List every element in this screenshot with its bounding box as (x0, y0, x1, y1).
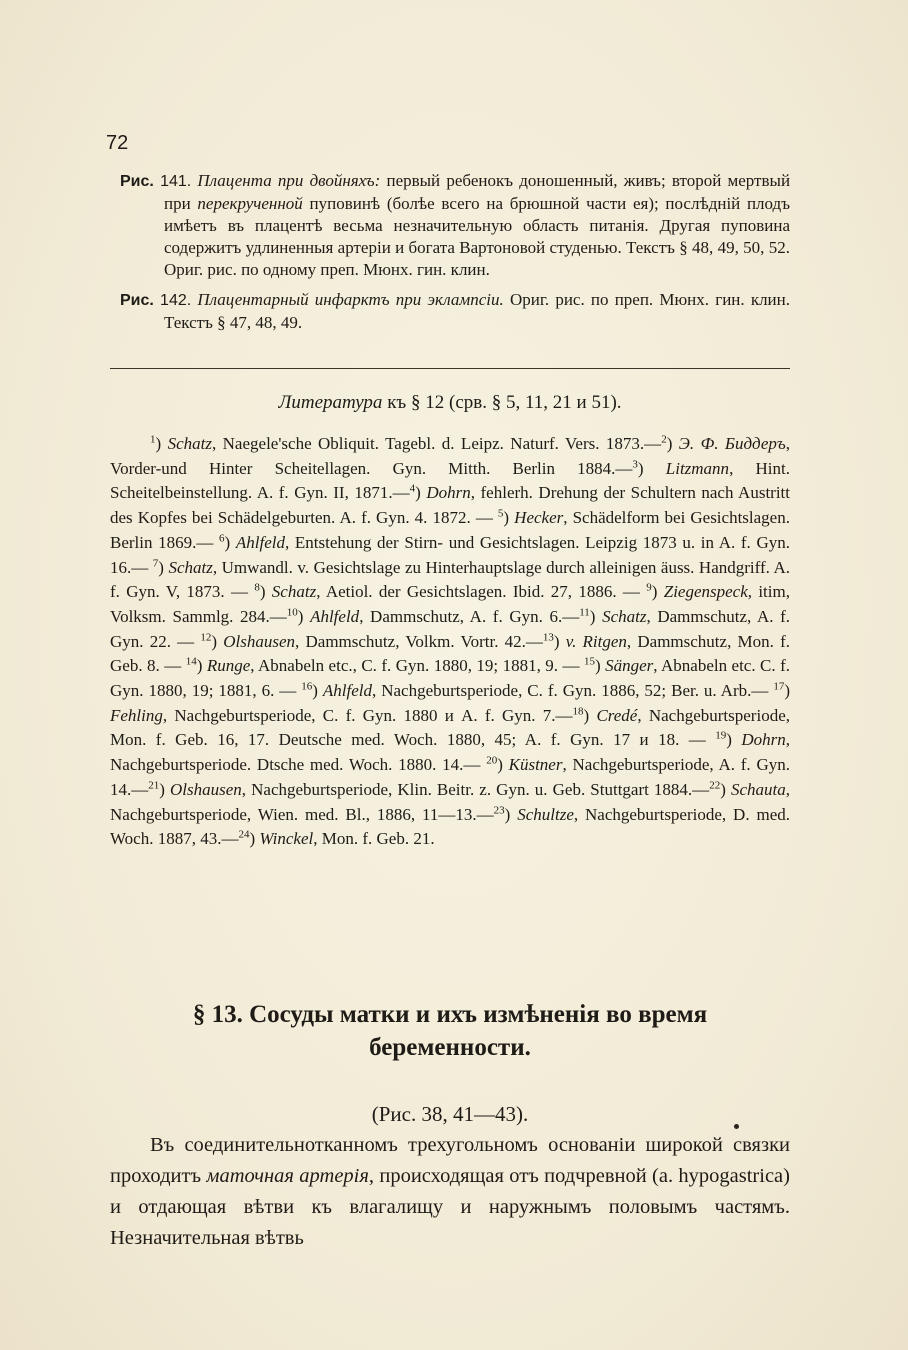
reference-text: , Nachgeburtsperiode, C. f. Gyn. 1880 и A. f. Gyn. 7.— (162, 705, 573, 725)
caption-fig-141 (120, 170, 790, 281)
body-text-continued: , происходящая отъ подчревной (a. hypogastrica) и отдающая вѣтви къ влагалищу и наружнымъ половымъ частямъ. Незначительная вѣтвь (110, 1165, 790, 1249)
literature-heading (110, 392, 790, 414)
reference-text: , fehlerh. Drehung der Schultern nach Austritt des Kopfes bei Schädelgeburten. A. f. Gyn. 4. 1872. — (110, 483, 790, 528)
reference-number: 9 (646, 581, 652, 594)
reference-bracket: ) (497, 755, 509, 775)
caption-text: Ориг. рис. по преп. Мюнх. гин. клин. Текстъ § 47, 48, 49. (164, 290, 791, 332)
reference-bracket: ) (651, 582, 664, 602)
reference-bracket: ) (589, 606, 603, 626)
reference-bracket: ) (155, 434, 168, 453)
caption-label: Рис. (120, 173, 154, 190)
reference-number: 2 (661, 433, 667, 446)
reference-author: Runge (206, 656, 251, 676)
reference-number: 6 (219, 532, 225, 545)
reference-text: , Nachgeburtsperiode, Klin. Beitr. z. Gyn. u. Geb. Stuttgart 1884.— (241, 779, 710, 799)
reference-author: Olshausen (223, 631, 296, 651)
reference-author: Schatz (168, 557, 213, 577)
reference-author: Ahlfeld (235, 532, 285, 552)
caption-title: Плацента при двойняхъ: (197, 171, 381, 190)
reference-text: , Entstehung der Stirn- und Gesichtslagen. Leipzig 1873 u. in A. f. Gyn. 16.— (110, 532, 790, 577)
caption-text-continued: пуповинѣ (болѣе всего на брюшной части ея); послѣдній плодъ имѣетъ въ плацентѣ весьма незначительную область питанія. Другая пуповина содержитъ удлиненныя артеріи и богата Вартоновой студенью. Текстъ § 48, 49, 50, 52. Ориг. рис. по одному преп. Мюнх. гин. клин. (164, 194, 790, 279)
reference-bracket: ) (720, 779, 731, 799)
separator-rule (110, 368, 790, 369)
reference-bracket: ) (666, 434, 679, 453)
reference-author: Sänger (605, 656, 654, 676)
reference-number: 18 (572, 705, 584, 718)
reference-item (254, 582, 646, 601)
caption-title: Плацентарный инфарктъ при эклампсіи. (197, 290, 504, 309)
reference-item (238, 829, 434, 848)
reference-text: , Dammschutz, A. f. Gyn. 22. — (110, 606, 790, 651)
reference-author: Schultze (517, 804, 574, 824)
caption-number: 141. (160, 173, 192, 190)
reference-bracket: ) (637, 458, 666, 478)
reference-text: , Dammschutz, Mon. f. Geb. 8. — (110, 631, 791, 676)
reference-author: Schauta (730, 779, 786, 799)
reference-number: 5 (497, 507, 504, 520)
caption-text: первый ребенокъ доношенный, живъ; второй мертвый при (164, 171, 791, 213)
reference-text: , Schädelform bei Gesichtslagen. Berlin 1869.— (110, 508, 790, 552)
reference-number: 23 (493, 803, 505, 816)
caption-emphasis: перекрученной (197, 194, 303, 213)
reference-number: 1 (150, 433, 156, 446)
reference-bracket: ) (726, 730, 742, 750)
reference-number: 20 (486, 754, 498, 767)
reference-bracket: ) (503, 508, 515, 528)
reference-text: , Nachgeburtsperiode, D. med. Woch. 1887, 43.— (110, 804, 790, 849)
reference-bracket: ) (159, 779, 170, 799)
reference-text: , itim, Volksm. Sammlg. 284.— (110, 582, 790, 626)
reference-bracket: ) (553, 631, 566, 651)
reference-number: 4 (409, 482, 416, 495)
reference-bracket: ) (297, 606, 311, 626)
reference-item (186, 656, 584, 675)
reference-text: , Nachgeburtsperiode, Mon. f. Geb. 16, 17. Deutsche med. Woch. 1880, 45; A. f. Gyn. 17 и 18. — (110, 705, 790, 750)
body-paragraph (110, 1130, 790, 1254)
reference-author: Dohrn (741, 730, 786, 750)
reference-number: 24 (238, 828, 250, 841)
reference-text: , Naegele'sche Obliquit. Tagebl. d. Leipz. Naturf. Vers. 1873.— (211, 434, 662, 453)
literature-heading-rest: къ § 12 (срв. § 5, 11, 21 и 51). (382, 392, 622, 413)
reference-number: 8 (254, 581, 260, 594)
reference-text: , Nachgeburtsperiode. Dtsche med. Woch. 1880. 14.— (110, 730, 790, 775)
figure-captions (120, 170, 790, 342)
reference-author: Schatz (271, 582, 317, 602)
reference-item (148, 780, 709, 799)
page-number: 72 (106, 132, 129, 154)
reference-number: 13 (542, 630, 554, 643)
reference-bracket: ) (504, 804, 518, 824)
reference-author: Credé (596, 705, 638, 725)
literature-heading-word: Литература (278, 392, 383, 413)
reference-text: , Hint. Scheitelbeinstellung. A. f. Gyn. II, 1871.— (110, 458, 790, 503)
reference-author: Ahlfeld (322, 681, 372, 701)
section-title: § 13. Сосуды матки и ихъ измѣненія во время беременности. (192, 1001, 708, 1061)
reference-author: Э. Ф. Биддеръ (678, 434, 786, 453)
reference-bracket: ) (784, 681, 791, 701)
reference-number: 17 (773, 680, 785, 693)
reference-text: , Nachgeburtsperiode, A. f. Gyn. 14.— (110, 755, 790, 799)
reference-author: Hecker (514, 508, 564, 528)
reference-number: 14 (185, 655, 197, 668)
reference-number: 15 (583, 655, 595, 668)
reference-author: Winckel (259, 829, 314, 849)
reference-text: , Dammschutz, A. f. Gyn. 6.— (359, 606, 580, 626)
reference-item (287, 607, 579, 626)
reference-author: Fehling (110, 705, 163, 725)
reference-number: 3 (632, 458, 638, 471)
reference-text: , Vorder-und Hinter Scheitellagen. Gyn. Mitth. Berlin 1884.— (110, 434, 790, 478)
reference-author: Dohrn (426, 483, 471, 503)
reference-text: , Umwandl. v. Gesichtslage zu Hinterhauptslage durch alleinigen äuss. Handgriff. A. f. Gyn. V, 1873. — (110, 557, 791, 602)
reference-bracket: ) (415, 483, 427, 503)
reference-number: 21 (148, 779, 160, 792)
reference-text: , Nachgeburtsperiode, C. f. Gyn. 1886, 52; Ber. u. Arb.— (372, 681, 774, 701)
reference-author: Ahlfeld (310, 606, 360, 626)
reference-number: 19 (715, 729, 727, 742)
caption-label: Рис. (120, 292, 154, 309)
reference-bracket: ) (312, 681, 323, 701)
reference-bracket: ) (196, 656, 207, 676)
reference-text: , Abnabeln etc., C. f. Gyn. 1880, 19; 1881, 9. — (250, 656, 584, 676)
reference-author: Litzmann (665, 458, 730, 478)
reference-bracket: ) (211, 631, 224, 651)
reference-text: , Aetiol. der Gesichtslagen. Ibid. 27, 1886. — (316, 582, 647, 602)
body-text: Въ соединительнотканномъ трехугольномъ основаніи широкой связки проходитъ (110, 1134, 790, 1187)
reference-author: v. Ritgen (565, 631, 627, 651)
reference-item (150, 434, 661, 453)
reference-author: Schatz (602, 606, 647, 626)
reference-number: 22 (709, 779, 721, 792)
reference-item (301, 681, 773, 700)
reference-author: Schatz (167, 434, 212, 453)
reference-bracket: ) (594, 656, 606, 676)
reference-text: , Abnabeln etc. C. f. Gyn. 1880, 19; 1881, 6. — (110, 656, 791, 701)
reference-bracket: ) (583, 705, 597, 725)
caption-number: 142. (160, 292, 192, 309)
reference-item (200, 632, 543, 651)
reference-text: , Nachgeburtsperiode, Wien. med. Bl., 1886, 11—13.— (110, 779, 790, 824)
reference-text: , Dammschutz, Volkm. Vortr. 42.— (295, 631, 543, 651)
reference-number: 10 (286, 606, 298, 619)
reference-number: 16 (301, 680, 313, 693)
caption-fig-142 (120, 289, 790, 334)
references-list (110, 432, 790, 852)
reference-author: Ziegenspeck (663, 582, 748, 602)
reference-number: 12 (200, 630, 212, 643)
reference-text: , Mon. f. Geb. 21. (313, 829, 435, 849)
section-figure-reference: (Рис. 38, 41—43). (371, 1102, 529, 1126)
reference-author: Olshausen (170, 779, 242, 799)
reference-bracket: ) (259, 582, 272, 602)
reference-number: 11 (579, 606, 590, 619)
body-emphasis: маточная артерія (206, 1165, 369, 1187)
print-speck (734, 1124, 739, 1129)
reference-author: Küstner (508, 755, 563, 775)
reference-bracket: ) (249, 829, 260, 849)
reference-bracket: ) (158, 557, 169, 577)
reference-bracket: ) (224, 532, 236, 552)
reference-number: 7 (152, 556, 159, 569)
